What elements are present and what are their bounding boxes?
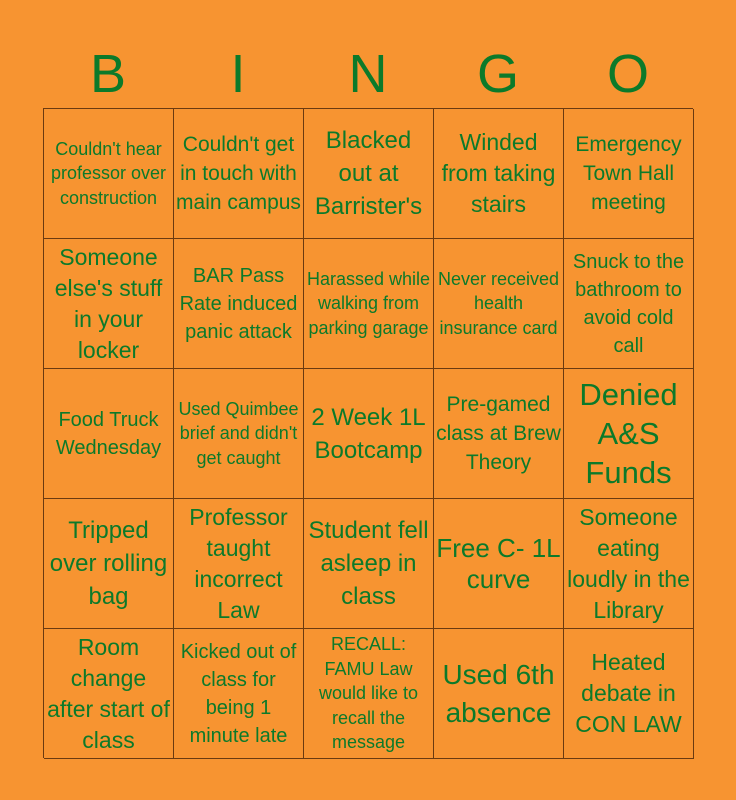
- cell-text: Kicked out of class for being 1 minute late: [180, 640, 297, 747]
- bingo-cell[interactable]: [434, 239, 564, 369]
- bingo-cell[interactable]: [304, 239, 434, 369]
- bingo-cell[interactable]: [174, 239, 304, 369]
- bingo-cell[interactable]: [174, 499, 304, 629]
- bingo-header: [43, 40, 693, 108]
- bingo-cell[interactable]: [44, 369, 174, 499]
- cell-text: Never received health insurance card: [437, 268, 560, 338]
- bingo-cell[interactable]: [434, 369, 564, 499]
- cell-text: Someone else's stuff in your locker: [54, 243, 163, 363]
- cell-text: Used Quimbee brief and didn't get caught: [178, 398, 299, 468]
- bingo-cell[interactable]: [434, 109, 564, 239]
- bingo-cell[interactable]: [564, 629, 694, 759]
- bingo-cell[interactable]: [44, 109, 174, 239]
- cell-text: Blacked out at Barrister's: [314, 127, 423, 220]
- bingo-cell[interactable]: [174, 629, 304, 759]
- cell-text: Emergency Town Hall meeting: [575, 133, 682, 214]
- cell-text: Free C- 1L curve: [436, 532, 561, 594]
- bingo-cell[interactable]: [564, 109, 694, 239]
- cell-text: Student fell asleep in class: [308, 517, 429, 610]
- bingo-cell[interactable]: [564, 369, 694, 499]
- bingo-cell[interactable]: [564, 239, 694, 369]
- bingo-cell[interactable]: [44, 499, 174, 629]
- cell-text: Heated debate in CON LAW: [575, 649, 682, 737]
- bingo-cell[interactable]: [434, 629, 564, 759]
- cell-text: BAR Pass Rate induced panic attack: [179, 264, 298, 343]
- header-letter-n: N: [348, 44, 388, 104]
- bingo-cell[interactable]: [304, 499, 434, 629]
- bingo-cell[interactable]: [564, 499, 694, 629]
- cell-text: Snuck to the bathroom to avoid cold call: [572, 250, 685, 357]
- cell-text: 2 Week 1L Bootcamp: [311, 403, 426, 464]
- bingo-cell[interactable]: [304, 629, 434, 759]
- cell-text: Harassed while walking from parking garage: [306, 268, 431, 338]
- header-letter-b: B: [89, 44, 127, 104]
- bingo-cell[interactable]: [434, 499, 564, 629]
- header-letter-i: I: [230, 44, 246, 104]
- cell-text: Room change after start of class: [47, 633, 170, 753]
- cell-text: Pre-gamed class at Brew Theory: [436, 393, 561, 474]
- cell-text: Denied A&S Funds: [579, 377, 678, 490]
- cell-text: Professor taught incorrect Law: [189, 503, 288, 623]
- bingo-cell[interactable]: [304, 109, 434, 239]
- bingo-cell[interactable]: [44, 239, 174, 369]
- bingo-board: [43, 108, 693, 758]
- cell-text: Couldn't hear professor over construction: [50, 138, 167, 208]
- cell-text: RECALL: FAMU Law would like to recall the message: [318, 634, 419, 753]
- cell-text: Food Truck Wednesday: [55, 408, 162, 459]
- bingo-cell[interactable]: [174, 109, 304, 239]
- cell-text: Winded from taking stairs: [441, 129, 556, 217]
- bingo-cell[interactable]: [174, 369, 304, 499]
- bingo-cell[interactable]: [44, 629, 174, 759]
- header-letter-o: O: [606, 44, 649, 104]
- cell-text: Used 6th absence: [442, 658, 555, 728]
- header-letter-g: G: [476, 44, 519, 104]
- cell-text: Someone eating loudly in the Library: [567, 503, 690, 623]
- bingo-cell[interactable]: [304, 369, 434, 499]
- cell-text: Tripped over rolling bag: [49, 517, 168, 610]
- cell-text: Couldn't get in touch with main campus: [176, 133, 301, 214]
